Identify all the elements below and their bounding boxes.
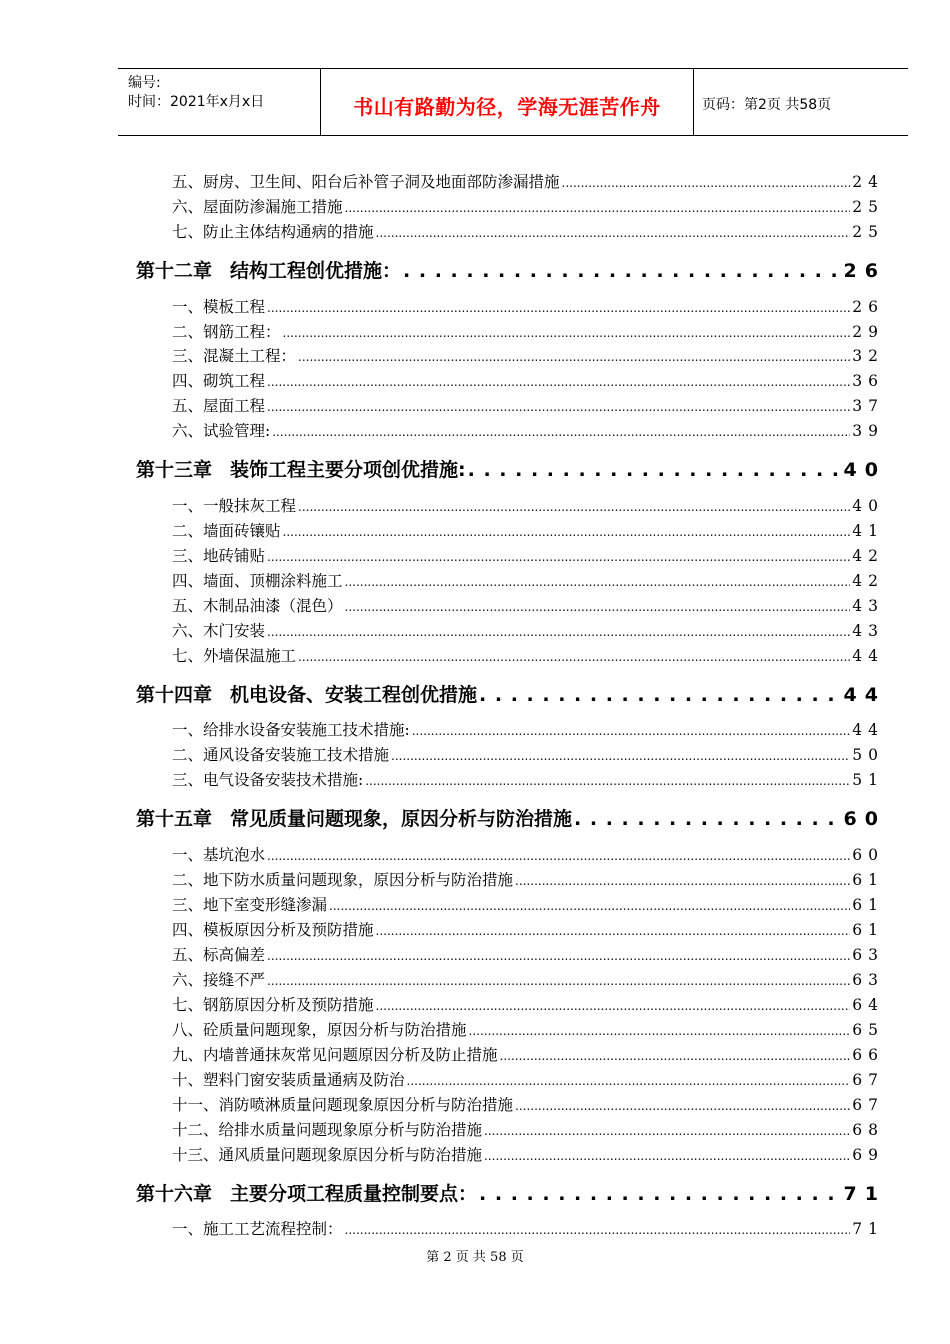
toc-chapter-entry (136, 804, 886, 832)
toc-leader-dots (345, 198, 851, 216)
toc-page-number: 44 (843, 684, 886, 706)
toc-section-entry (172, 1018, 884, 1040)
toc-section-entry (172, 369, 884, 391)
toc-chapter-number: 第十六章 (136, 1183, 213, 1205)
header-motto: 书山有路勤为径，学海无涯苦作舟 (353, 95, 661, 119)
header-motto-cell (320, 69, 694, 135)
toc-chapter-entry (136, 1179, 886, 1207)
toc-entry-title: 六、木门安装 (172, 622, 266, 640)
toc-section-entry (172, 993, 884, 1015)
toc-chapter-title: 机电设备、安装工程创优措施 (230, 684, 478, 706)
toc-section-entry (172, 1217, 884, 1239)
toc-entry-title: 八、砼质量问题现象，原因分析与防治措施 (172, 1021, 467, 1039)
toc-page-number: 60 (852, 846, 884, 864)
toc-entry-title: 五、屋面工程 (172, 397, 266, 415)
toc-leader-dots (267, 547, 850, 565)
toc-page-number: 60 (843, 808, 886, 830)
toc-entry-title: 一、一般抹灰工程 (172, 497, 297, 515)
page-footer: 第 2 页 共 58 页 (426, 1250, 524, 1265)
toc-page-number: 67 (852, 1071, 884, 1089)
toc-page-number: 40 (852, 497, 884, 515)
toc-page-number: 71 (852, 1220, 884, 1238)
document-time-label: 时间：2021年x月x日 (128, 94, 265, 110)
toc-section-entry (172, 918, 884, 940)
toc-leader-dots (484, 1121, 850, 1139)
toc-entry-title: 四、墙面、顶棚涂料施工 (172, 572, 343, 590)
toc-chapter-title: 主要分项工程质量控制要点： (230, 1183, 478, 1205)
toc-page-number: 50 (852, 746, 884, 764)
toc-entry-title: 七、外墙保温施工 (172, 647, 297, 665)
header-info-cell (118, 69, 320, 135)
toc-leader-dots (267, 971, 850, 989)
toc-page-number: 65 (852, 1021, 884, 1039)
toc-page-number: 44 (852, 647, 884, 665)
toc-entry-title: 三、电气设备安装技术措施: (172, 771, 364, 789)
toc-page-number: 29 (852, 323, 884, 341)
toc-leader-dots (376, 223, 851, 241)
toc-entry-title: 十一、消防喷淋质量问题现象原因分析与防治措施 (172, 1096, 514, 1114)
toc-entry-title: 五、标高偏差 (172, 946, 266, 964)
toc-section-entry (172, 1093, 884, 1115)
toc-chapter-number: 第十四章 (136, 684, 213, 706)
toc-page-number: 63 (852, 971, 884, 989)
toc-page-number: 25 (852, 198, 884, 216)
toc-section-entry (172, 419, 884, 441)
toc-leader-dots (403, 260, 842, 282)
toc-entry-title (136, 804, 572, 831)
toc-section-entry (172, 1118, 884, 1140)
toc-leader-dots (329, 896, 850, 914)
toc-section-entry (172, 768, 884, 790)
toc-section-entry (172, 195, 884, 217)
toc-section-entry (172, 320, 884, 342)
toc-page-number: 43 (852, 597, 884, 615)
toc-leader-dots (412, 721, 851, 739)
toc-section-entry (172, 1143, 884, 1165)
toc-leader-dots (515, 871, 850, 889)
toc-chapter-number: 第十二章 (136, 260, 213, 282)
toc-leader-dots (298, 647, 850, 665)
toc-leader-dots (484, 1146, 850, 1164)
toc-chapter-number: 第十五章 (136, 808, 213, 830)
toc-section-entry (172, 519, 884, 541)
toc-entry-title: 三、地砖铺贴 (172, 547, 266, 565)
toc-page-number: 43 (852, 622, 884, 640)
toc-section-entry (172, 170, 884, 192)
toc-entry-title: 一、模板工程 (172, 298, 266, 316)
toc-leader-dots (283, 323, 851, 341)
toc-page-number: 64 (852, 996, 884, 1014)
toc-section-entry (172, 893, 884, 915)
toc-entry-title: 五、木制品油漆（混色） (172, 597, 343, 615)
toc-chapter-entry (136, 680, 886, 708)
toc-chapter-number: 第十三章 (136, 459, 213, 481)
toc-leader-dots (479, 684, 842, 706)
toc-leader-dots (283, 522, 851, 540)
toc-page-number: 51 (852, 771, 884, 789)
toc-leader-dots (267, 946, 850, 964)
toc-page-number: 61 (852, 921, 884, 939)
toc-entry-title: 六、试验管理: (172, 422, 271, 440)
toc-page-number: 24 (852, 173, 884, 191)
toc-section-entry (172, 743, 884, 765)
toc-section-entry (172, 220, 884, 242)
toc-entry-title: 五、厨房、卫生间、阳台后补管子洞及地面部防渗漏措施 (172, 173, 560, 191)
toc-entry-title: 二、地下防水质量问题现象，原因分析与防治措施 (172, 871, 514, 889)
toc-entry-title (136, 1179, 477, 1206)
toc-entry-title: 一、施工工艺流程控制： (172, 1220, 343, 1238)
toc-page-number: 25 (852, 223, 884, 241)
toc-section-entry (172, 594, 884, 616)
toc-chapter-entry (136, 256, 886, 284)
header-page-cell (694, 69, 908, 135)
toc-page-number: 71 (843, 1183, 886, 1205)
toc-page-number: 66 (852, 1046, 884, 1064)
toc-entry-title (136, 680, 477, 707)
toc-entry-title: 二、墙面砖镶贴 (172, 522, 281, 540)
toc-leader-dots (391, 746, 850, 764)
toc-page-number: 32 (852, 347, 884, 365)
toc-leader-dots (515, 1096, 850, 1114)
toc-leader-dots (345, 1220, 851, 1238)
toc-entry-title: 十三、通风质量问题现象原因分析与防治措施 (172, 1146, 483, 1164)
toc-entry-title: 六、接缝不严 (172, 971, 266, 989)
toc-section-entry (172, 544, 884, 566)
toc-entry-title: 一、给排水设备安装施工技术措施: (172, 721, 410, 739)
toc-page-number: 26 (843, 260, 886, 282)
toc-leader-dots (345, 597, 851, 615)
document-number-label: 编号: (128, 75, 161, 91)
toc-section-entry (172, 644, 884, 666)
toc-entry-title: 七、钢筋原因分析及预防措施 (172, 996, 374, 1014)
toc-page-number: 36 (852, 372, 884, 390)
toc-section-entry (172, 494, 884, 516)
toc-leader-dots (468, 459, 842, 481)
toc-entry-title: 四、模板原因分析及预防措施 (172, 921, 374, 939)
toc-entry-title: 三、混凝土工程： (172, 347, 297, 365)
toc-entry-title: 九、内墙普通抹灰常见问题原因分析及防止措施 (172, 1046, 498, 1064)
toc-page-number: 42 (852, 572, 884, 590)
toc-section-entry (172, 295, 884, 317)
toc-page-number: 40 (843, 459, 886, 481)
header-page-label: 页码：第2页 共58页 (702, 97, 832, 113)
toc-section-entry (172, 619, 884, 641)
toc-leader-dots (298, 497, 850, 515)
toc-section-entry (172, 968, 884, 990)
toc-leader-dots (267, 846, 850, 864)
toc-chapter-title: 装饰工程主要分项创优措施: (230, 459, 466, 481)
toc-entry-title: 七、防止主体结构通病的措施 (172, 223, 374, 241)
toc-chapter-title: 结构工程创优措施： (230, 260, 402, 282)
toc-leader-dots (298, 347, 850, 365)
toc-leader-dots (469, 1021, 851, 1039)
toc-page-number: 42 (852, 547, 884, 565)
toc-page-number: 61 (852, 871, 884, 889)
toc-page-number: 61 (852, 896, 884, 914)
toc-leader-dots (407, 1071, 851, 1089)
toc-entry-title (136, 256, 401, 283)
toc-chapter-title: 常见质量问题现象，原因分析与防治措施 (230, 808, 573, 830)
toc-section-entry (172, 843, 884, 865)
toc-page-number: 41 (852, 522, 884, 540)
toc-section-entry (172, 943, 884, 965)
toc-leader-dots (267, 298, 850, 316)
toc-leader-dots (562, 173, 851, 191)
toc-page-number: 63 (852, 946, 884, 964)
toc-section-entry (172, 569, 884, 591)
toc-leader-dots (376, 921, 851, 939)
toc-entry-title: 十二、给排水质量问题现象原分析与防治措施 (172, 1121, 483, 1139)
toc-page-number: 67 (852, 1096, 884, 1114)
page-header (118, 68, 908, 136)
toc-leader-dots (479, 1183, 842, 1205)
toc-leader-dots (365, 771, 850, 789)
toc-entry-title (136, 455, 466, 482)
toc-page-number: 37 (852, 397, 884, 415)
toc-leader-dots (267, 622, 850, 640)
toc-section-entry (172, 1043, 884, 1065)
toc-entry-title: 四、砌筑工程 (172, 372, 266, 390)
toc-page-number: 26 (852, 298, 884, 316)
toc-section-entry (172, 718, 884, 740)
toc-section-entry (172, 868, 884, 890)
toc-page-number: 69 (852, 1146, 884, 1164)
toc-entry-title: 一、基坑泡水 (172, 846, 266, 864)
toc-leader-dots (267, 372, 850, 390)
toc-entry-title: 三、地下室变形缝渗漏 (172, 896, 328, 914)
toc-section-entry (172, 394, 884, 416)
toc-entry-title: 六、屋面防渗漏施工措施 (172, 198, 343, 216)
toc-page-number: 39 (852, 422, 884, 440)
toc-leader-dots (345, 572, 851, 590)
toc-section-entry (172, 1068, 884, 1090)
toc-entry-title: 十、塑料门窗安装质量通病及防治 (172, 1071, 405, 1089)
toc-section-entry (172, 344, 884, 366)
toc-chapter-entry (136, 455, 886, 483)
toc-entry-title: 二、钢筋工程： (172, 323, 281, 341)
toc-leader-dots (267, 397, 850, 415)
toc-leader-dots (376, 996, 851, 1014)
toc-leader-dots (272, 422, 850, 440)
toc-entry-title: 二、通风设备安装施工技术措施 (172, 746, 390, 764)
toc-page-number: 68 (852, 1121, 884, 1139)
toc-page-number: 44 (852, 721, 884, 739)
toc-leader-dots (574, 808, 842, 830)
toc-leader-dots (500, 1046, 851, 1064)
